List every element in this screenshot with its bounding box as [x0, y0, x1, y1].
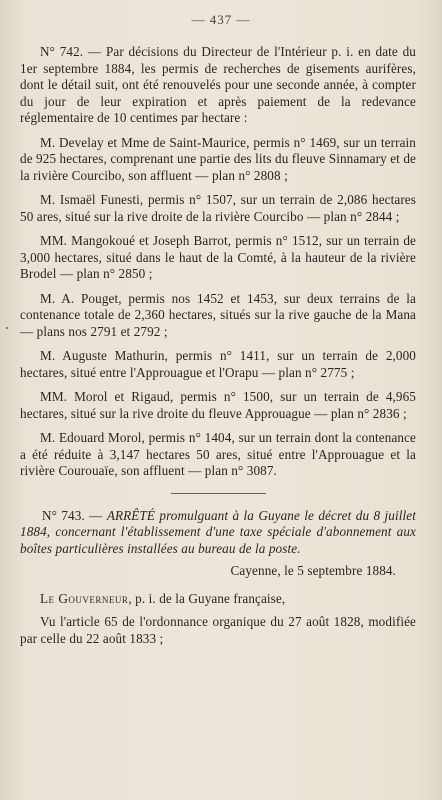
page-body: [20, 44, 416, 647]
governor-title: , p. i. de la Guyane française,: [128, 590, 286, 606]
intro-paragraph: N° 742. — Par décisions du Directeur de l'Intérieur p. i. en date du 1er septembre 1884, les permis de recherches de gisements aurifères, dont le détail suit, ont été renouvelés pour une seconde année, à compter du jour de leur expiration et après paiement de la redevance réglementaire de 10 centimes par hectare :: [20, 44, 416, 125]
permit-entry: M. Ismaël Funesti, permis n° 1507, sur un terrain de 2,086 hectares 50 ares, situé sur la rive droite de la rivière Courcibo — plan n° 2844 ;: [20, 192, 416, 224]
governor-line: [20, 591, 416, 608]
arrete-number: N° 743. —: [42, 507, 107, 523]
arrete-title: ARRÊTÉ promulguant à la Guyane le décret du 8 juillet 1884, concernant l'établissement d'une taxe spéciale d'abonnement aux boîtes particulières installées au bureau de la poste.: [20, 507, 416, 556]
permit-entry: MM. Morol et Rigaud, permis n° 1500, sur un terrain de 4,965 hectares, situé sur la rive droite du fleuve Approuague — plan n° 2836 ;: [20, 389, 416, 421]
arrete-heading: [20, 508, 416, 558]
permit-entry: MM. Mangokoué et Joseph Barrot, permis n° 1512, sur un terrain de 3,000 hectares, situé dans le haut de la Comté, à la hauteur de la rivière Brodel — plan n° 2850 ;: [20, 233, 416, 281]
permit-entry: M. Develay et Mme de Saint-Maurice, permis n° 1469, sur un terrain de 925 hectares, comprenant une partie des lits du fleuve Sinnamary et de la rivière Courcibo, son affluent — plan n° 2808 ;: [20, 134, 416, 183]
permit-entry: M. Edouard Morol, permis n° 1404, sur un terrain dont la contenance a été réduite à 3,147 hectares 50 ares, situé entre l'Approuague et la rivière Courouaïe, son affluent — plan n° 3087.: [20, 430, 416, 478]
permit-entry: M. Auguste Mathurin, permis n° 1411, sur un terrain de 2,000 hectares, situé entre l'Approuague et l'Orapu — plan n° 2775 ;: [20, 348, 416, 380]
permit-list: [20, 135, 416, 480]
ink-speck: [6, 327, 8, 329]
dateline: Cayenne, le 5 septembre 1884.: [230, 563, 396, 578]
section-divider: [171, 493, 266, 494]
governor-label: Le Gouverneur: [40, 590, 129, 606]
page-number: — 437 —: [191, 12, 251, 27]
permit-entry: M. A. Pouget, permis nos 1452 et 1453, sur deux terrains de la contenance totale de 2,360 hectares, situés sur la rive gauche de la Mana — plans nos 2791 et 2792 ;: [20, 290, 416, 339]
vu-clause: Vu l'article 65 de l'ordonnance organique du 27 août 1828, modifiée par celle du 22 août 1833 ;: [20, 614, 416, 646]
